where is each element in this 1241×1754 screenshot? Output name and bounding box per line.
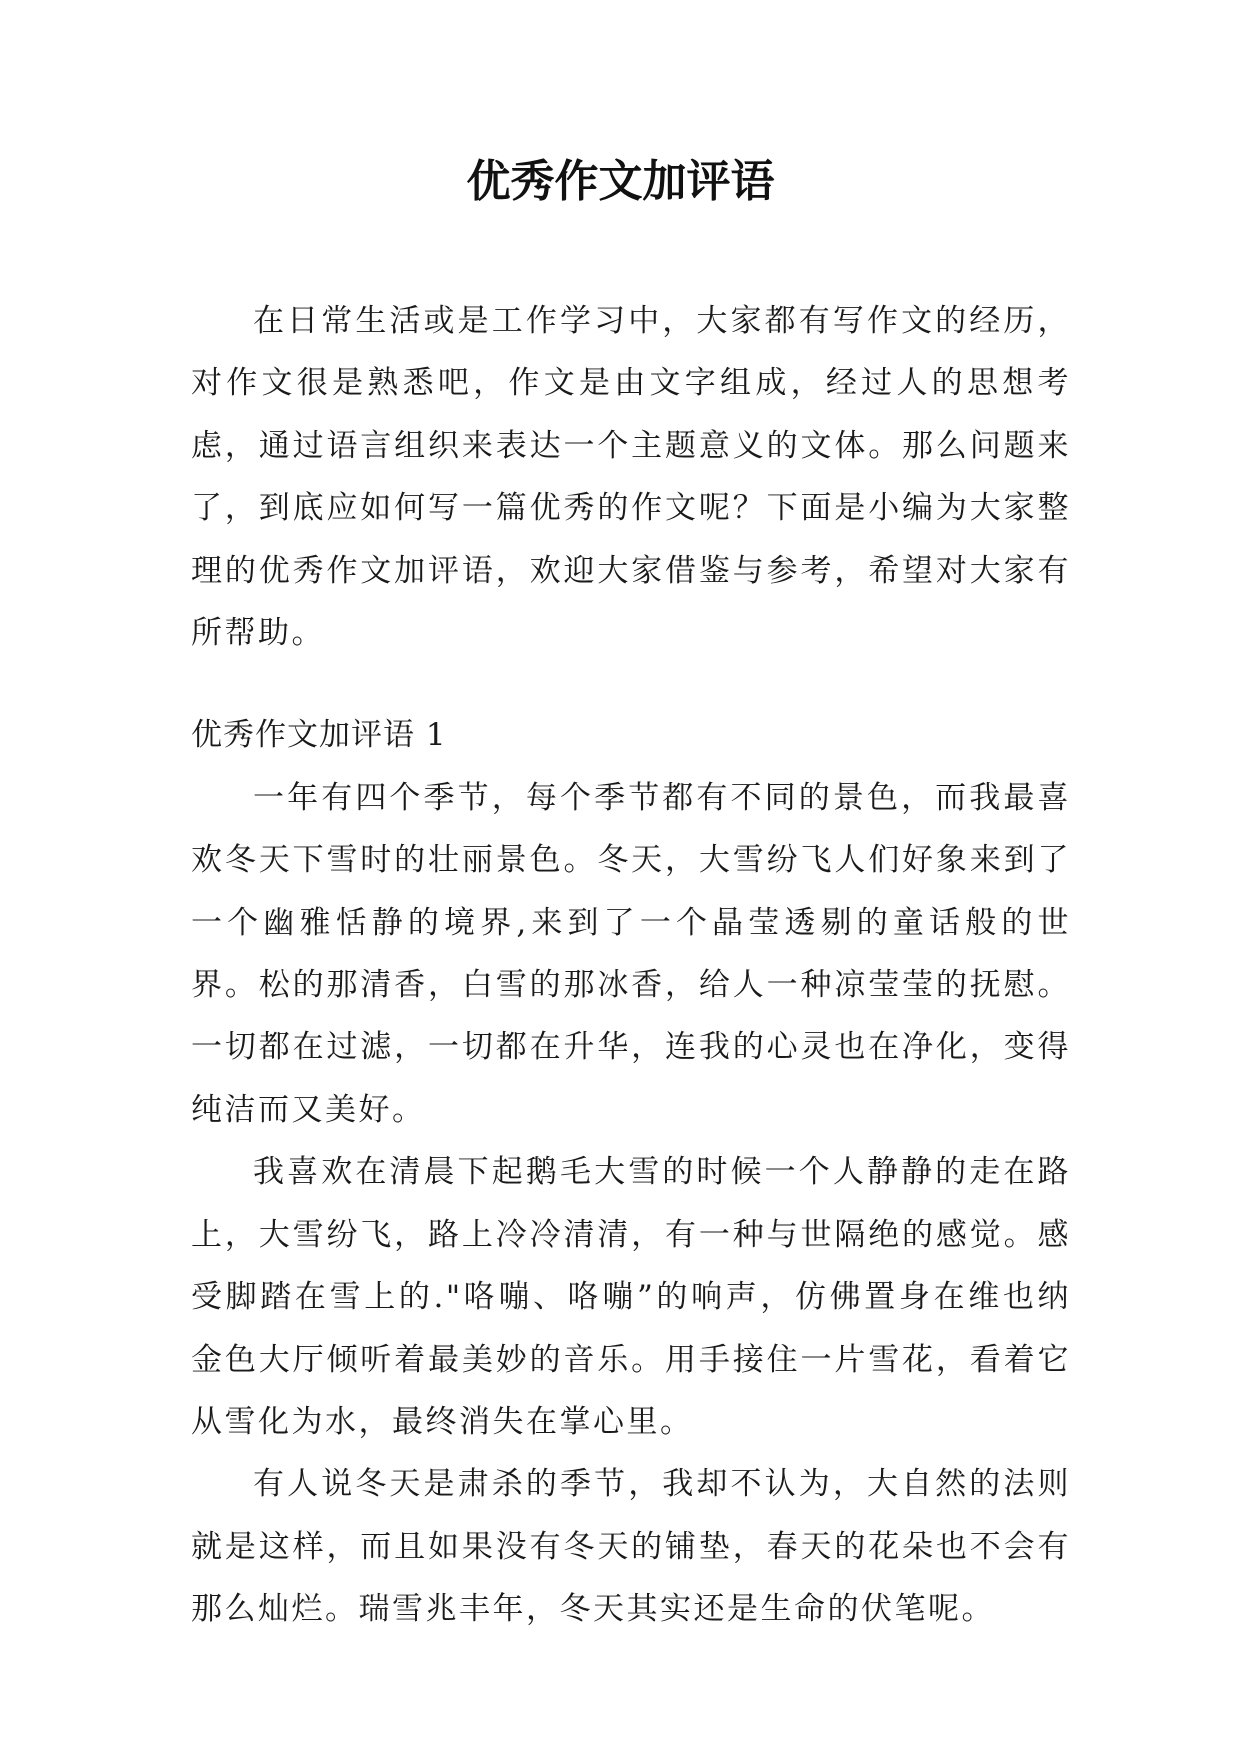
body-paragraph-2: 我喜欢在清晨下起鹅毛大雪的时候一个人静静的走在路上，大雪纷飞，路上冷冷清清，有一种与世隔绝的感觉。感受脚踏在雪上的."咯嘣、咯嘣”的响声，仿佛置身在维也纳金色大厅倾听着最美妙的音乐。用手接住一片雪花，看着它从雪化为水，最终消失在掌心里。 — [191, 1154, 1071, 1440]
section-heading: 优秀作文加评语 1 — [191, 717, 447, 754]
document-body — [191, 290, 1071, 1641]
body-paragraph-1: 一年有四个季节，每个季节都有不同的景色，而我最喜欢冬天下雪时的壮丽景色。冬天，大雪纷飞人们好象来到了一个幽雅恬静的境界,来到了一个晶莹透剔的童话般的世界。松的那清香，白雪的那冰香，给人一种凉莹莹的抚慰。一切都在过滤，一切都在升华，连我的心灵也在净化，变得纯洁而又美好。 — [191, 779, 1071, 1128]
document-title: 优秀作文加评语 — [466, 156, 775, 207]
intro-paragraph: 在日常生活或是工作学习中，大家都有写作文的经历，对作文很是熟悉吧，作文是由文字组成，经过人的思想考虑，通过语言组织来表达一个主题意义的文体。那么问题来了，到底应如何写一篇优秀的作文呢？下面是小编为大家整理的优秀作文加评语，欢迎大家借鉴与参考，希望对大家有所帮助。 — [191, 303, 1071, 652]
body-paragraph-3: 有人说冬天是肃杀的季节，我却不认为，大自然的法则就是这样，而且如果没有冬天的铺垫，春天的花朵也不会有那么灿烂。瑞雪兆丰年，冬天其实还是生命的伏笔呢。 — [191, 1466, 1071, 1628]
